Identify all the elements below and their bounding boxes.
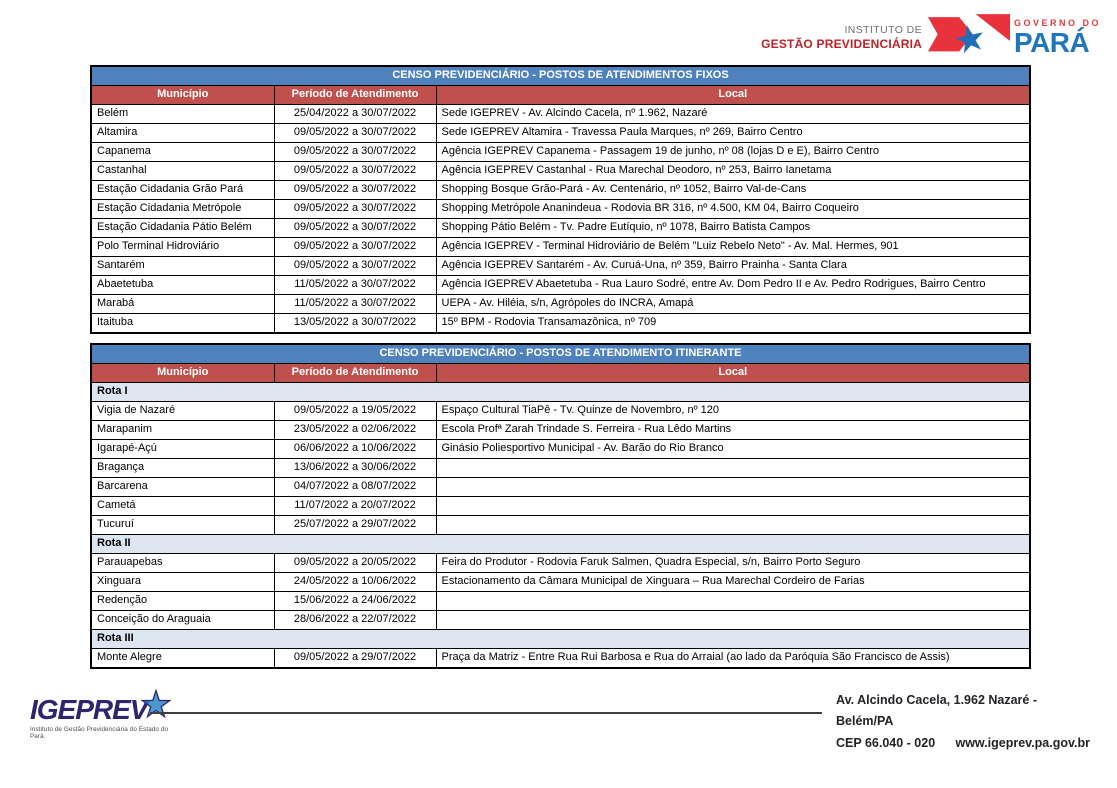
table-row (91, 143, 1030, 162)
table-row (91, 573, 1030, 592)
table-row (91, 649, 1030, 669)
section-header-row (91, 535, 1030, 554)
government-brand (761, 14, 1101, 62)
cell-periodo: 13/06/2022 a 30/06/2022 (274, 459, 436, 478)
cell-local: Agência IGEPREV Santarém - Av. Curuá-Una, nº 359, Bairro Prainha - Santa Clara (436, 257, 1030, 276)
cell-local: Escola Profª Zarah Trindade S. Ferreira - Rua Lêdo Martins (436, 421, 1030, 440)
column-header-periodo: Período de Atendimento (274, 364, 436, 383)
table-row (91, 459, 1030, 478)
cell-periodo: 24/05/2022 a 10/06/2022 (274, 573, 436, 592)
table-row (91, 124, 1030, 143)
governo-do-label: GOVERNO DO (1013, 18, 1101, 28)
column-header-municipio: Município (91, 364, 274, 383)
table-row (91, 238, 1030, 257)
table-row (91, 314, 1030, 334)
table-row (91, 105, 1030, 124)
cell-periodo: 09/05/2022 a 30/07/2022 (274, 219, 436, 238)
cell-periodo: 25/04/2022 a 30/07/2022 (274, 105, 436, 124)
institute-line1: INSTITUTO DE (844, 23, 922, 36)
cell-municipio: Polo Terminal Hidroviário (91, 238, 274, 257)
cell-periodo: 09/05/2022 a 30/07/2022 (274, 124, 436, 143)
cell-local: Ginásio Poliesportivo Municipal - Av. Barão do Rio Branco (436, 440, 1030, 459)
column-header-row (91, 86, 1030, 105)
cell-municipio: Itaituba (91, 314, 274, 334)
cell-periodo: 09/05/2022 a 19/05/2022 (274, 402, 436, 421)
cell-local: Shopping Metrópole Ananindeua - Rodovia BR 316, nº 4.500, KM 04, Bairro Coqueiro (436, 200, 1030, 219)
cell-municipio: Estação Cidadania Metrópole (91, 200, 274, 219)
table-row (91, 611, 1030, 630)
igeprev-tagline: Instituto de Gestão Previdenciária do Estado do Pará. (30, 726, 169, 740)
table-title-row (91, 66, 1030, 86)
cell-local: Shopping Bosque Grão-Pará - Av. Centenário, nº 1052, Bairro Val-de-Cans (436, 181, 1030, 200)
cell-municipio: Castanhal (91, 162, 274, 181)
cell-local (436, 459, 1030, 478)
table-row (91, 276, 1030, 295)
cell-periodo: 09/05/2022 a 30/07/2022 (274, 257, 436, 276)
table-itinerant-title: CENSO PREVIDENCIÁRIO - POSTOS DE ATENDIMENTO ITINERANTE (91, 344, 1030, 364)
star-icon (139, 688, 173, 722)
igeprev-wordmark: IGEPREV (30, 694, 148, 725)
cell-local: Praça da Matriz - Entre Rua Rui Barbosa e Rua do Arraial (ao lado da Paróquia São Francisco de Assis) (436, 649, 1030, 669)
section-header-row (91, 630, 1030, 649)
section-title: Rota II (91, 535, 1030, 554)
table-row (91, 478, 1030, 497)
column-header-local: Local (436, 86, 1030, 105)
cell-municipio: Capanema (91, 143, 274, 162)
cell-periodo: 09/05/2022 a 30/07/2022 (274, 143, 436, 162)
igeprev-logo (30, 688, 180, 740)
cell-local: Agência IGEPREV - Terminal Hidroviário de Belém "Luiz Rebelo Neto" - Av. Mal. Hermes, 901 (436, 238, 1030, 257)
table-fixed-title: CENSO PREVIDENCIÁRIO - POSTOS DE ATENDIMENTOS FIXOS (91, 66, 1030, 86)
cell-local: Feira do Produtor - Rodovia Faruk Salmen, Quadra Especial, s/n, Bairro Porto Seguro (436, 554, 1030, 573)
column-header-municipio: Município (91, 86, 274, 105)
cell-municipio: Bragança (91, 459, 274, 478)
table-row (91, 421, 1030, 440)
cell-local (436, 497, 1030, 516)
cell-municipio: Tucuruí (91, 516, 274, 535)
cell-periodo: 09/05/2022 a 30/07/2022 (274, 162, 436, 181)
cell-periodo: 11/05/2022 a 30/07/2022 (274, 295, 436, 314)
cell-periodo: 13/05/2022 a 30/07/2022 (274, 314, 436, 334)
section-title: Rota III (91, 630, 1030, 649)
section-header-row (91, 383, 1030, 402)
cell-local (436, 592, 1030, 611)
website-label: www.igeprev.pa.gov.br (955, 735, 1090, 750)
cell-local: Espaço Cultural TiaPê - Tv. Quinze de Novembro, nº 120 (436, 402, 1030, 421)
governo-do-para-logo (1014, 19, 1101, 57)
table-row (91, 402, 1030, 421)
cell-municipio: Vigia de Nazaré (91, 402, 274, 421)
cell-municipio: Parauapebas (91, 554, 274, 573)
cell-periodo: 09/05/2022 a 20/05/2022 (274, 554, 436, 573)
cell-periodo: 28/06/2022 a 22/07/2022 (274, 611, 436, 630)
cell-municipio: Barcarena (91, 478, 274, 497)
address-line: Av. Alcindo Cacela, 1.962 Nazaré - Belém/PA (836, 693, 1038, 729)
table-row (91, 295, 1030, 314)
section-title: Rota I (91, 383, 1030, 402)
cell-periodo: 04/07/2022 a 08/07/2022 (274, 478, 436, 497)
cell-municipio: Monte Alegre (91, 649, 274, 669)
table-row (91, 181, 1030, 200)
table-row (91, 592, 1030, 611)
cell-periodo: 23/05/2022 a 02/06/2022 (274, 421, 436, 440)
table-title-row (91, 344, 1030, 364)
cell-local (436, 478, 1030, 497)
cell-periodo: 09/05/2022 a 30/07/2022 (274, 181, 436, 200)
table-row (91, 516, 1030, 535)
cell-local: 15º BPM - Rodovia Transamazônica, nº 709 (436, 314, 1030, 334)
para-flag-icon (928, 14, 1010, 62)
table-row (91, 257, 1030, 276)
cell-municipio: Estação Cidadania Pátio Belém (91, 219, 274, 238)
cell-municipio: Xinguara (91, 573, 274, 592)
table-fixed-posts (90, 65, 1031, 334)
cell-municipio: Belém (91, 105, 274, 124)
table-itinerant-posts (90, 343, 1031, 669)
footer-address (836, 690, 1090, 754)
cell-local (436, 516, 1030, 535)
cell-periodo: 25/07/2022 a 29/07/2022 (274, 516, 436, 535)
cell-periodo: 06/06/2022 a 10/06/2022 (274, 440, 436, 459)
cell-municipio: Conceição do Araguaia (91, 611, 274, 630)
cell-municipio: Marapanim (91, 421, 274, 440)
cell-periodo: 15/06/2022 a 24/06/2022 (274, 592, 436, 611)
cell-local: Agência IGEPREV Abaetetuba - Rua Lauro Sodré, entre Av. Dom Pedro II e Av. Pedro Rodrigues, Bairro Centro (436, 276, 1030, 295)
column-header-row (91, 364, 1030, 383)
cell-municipio: Santarém (91, 257, 274, 276)
cell-local: Shopping Pátio Belém - Tv. Padre Eutíquio, nº 1078, Bairro Batista Campos (436, 219, 1030, 238)
cell-municipio: Marabá (91, 295, 274, 314)
table-row (91, 200, 1030, 219)
cell-local: Sede IGEPREV Altamira - Travessa Paula Marques, nº 269, Bairro Centro (436, 124, 1030, 143)
table-row (91, 162, 1030, 181)
table-row (91, 440, 1030, 459)
cell-periodo: 09/05/2022 a 29/07/2022 (274, 649, 436, 669)
table-row (91, 497, 1030, 516)
cell-municipio: Abaetetuba (91, 276, 274, 295)
cell-municipio: Redenção (91, 592, 274, 611)
cell-municipio: Altamira (91, 124, 274, 143)
para-label: PARÁ (1013, 27, 1090, 58)
cell-local: Estacionamento da Câmara Municipal de Xinguara – Rua Marechal Cordeiro de Farias (436, 573, 1030, 592)
cell-municipio: Cametá (91, 497, 274, 516)
cell-local: Agência IGEPREV Capanema - Passagem 19 de junho, nº 08 (lojas D e E), Bairro Centro (436, 143, 1030, 162)
cell-periodo: 11/05/2022 a 30/07/2022 (274, 276, 436, 295)
cep-label: CEP 66.040 - 020 (836, 735, 936, 750)
cell-periodo: 09/05/2022 a 30/07/2022 (274, 238, 436, 257)
column-header-periodo: Período de Atendimento (274, 86, 436, 105)
cell-local: Agência IGEPREV Castanhal - Rua Marechal Deodoro, nº 253, Bairro Ianetama (436, 162, 1030, 181)
footer-divider (150, 712, 822, 714)
table-row (91, 554, 1030, 573)
cell-local: UEPA - Av. Hiléia, s/n, Agrópoles do INCRA, Amapá (436, 295, 1030, 314)
cell-municipio: Estação Cidadania Grão Pará (91, 181, 274, 200)
cell-local (436, 611, 1030, 630)
institute-line2: GESTÃO PREVIDENCIÁRIA (761, 37, 922, 52)
cell-local: Sede IGEPREV - Av. Alcindo Cacela, nº 1.962, Nazaré (436, 105, 1030, 124)
column-header-local: Local (436, 364, 1030, 383)
institute-name (761, 24, 922, 52)
table-row (91, 219, 1030, 238)
cell-municipio: Igarapé-Açú (91, 440, 274, 459)
cell-periodo: 11/07/2022 a 20/07/2022 (274, 497, 436, 516)
cell-periodo: 09/05/2022 a 30/07/2022 (274, 200, 436, 219)
